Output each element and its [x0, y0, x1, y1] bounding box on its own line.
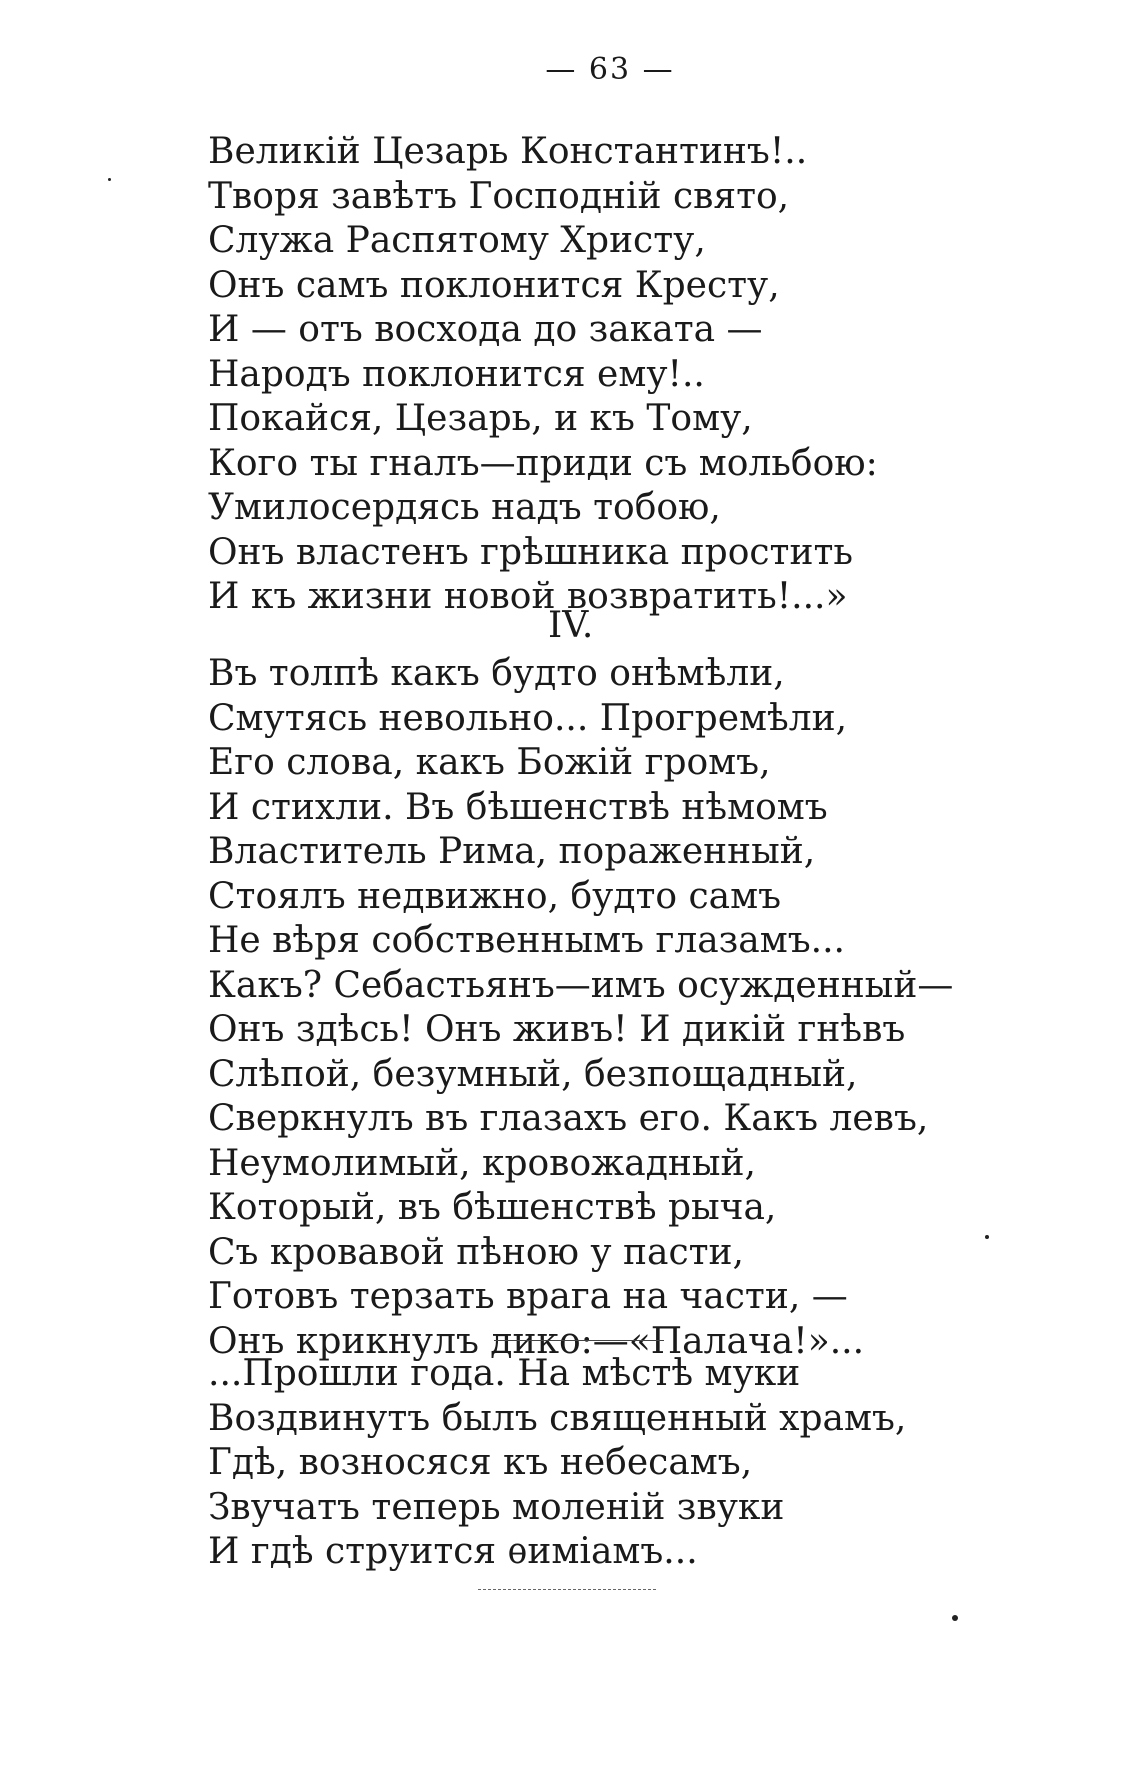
poem-line: Не вѣря собственнымъ глазамъ...	[208, 920, 845, 961]
poem-line: И — отъ восхода до заката —	[208, 309, 763, 350]
print-speck	[108, 178, 111, 181]
poem-line: И стихли. Въ бѣшенствѣ нѣмомъ	[208, 786, 828, 828]
poem-line: Онъ властенъ грѣшника простить	[208, 531, 853, 573]
poem-line: Онъ здѣсь! Онъ живъ! И дикій гнѣвъ	[208, 1009, 906, 1050]
print-speck	[952, 1615, 958, 1621]
poem-line: Который, въ бѣшенствѣ рыча,	[208, 1187, 777, 1228]
poem-line: Великій Цезарь Константинъ!..	[208, 131, 808, 172]
poem-line: Звучатъ теперь моленій звуки	[208, 1486, 785, 1528]
poem-line: Умилосердясь надъ тобою,	[208, 487, 721, 528]
poem-line: Слѣпой, безумный, безпощадный,	[208, 1053, 858, 1095]
end-divider-rule	[478, 1589, 656, 1590]
poem-line: Какъ? Себастьянъ—имъ осужденный—	[208, 964, 954, 1006]
poem-line: Народъ поклонится ему!..	[208, 353, 705, 395]
poem-line: И къ жизни новой возвратить!...»	[208, 576, 848, 617]
poem-stanza-2	[208, 652, 953, 1364]
poem-line: Смутясь невольно... Прогремѣли,	[208, 697, 848, 739]
poem-line: Онъ крикнулъ дико:—«Палача!»...	[208, 1320, 865, 1362]
poem-line: Кого ты гналъ—приди съ мольбою:	[208, 442, 878, 484]
poem-line: Его слова, какъ Божій громъ,	[208, 742, 771, 783]
poem-line: Готовъ терзать врага на части, —	[208, 1276, 848, 1317]
poem-line: И гдѣ струится ѳиміамъ...	[208, 1531, 698, 1572]
poem-line: Служа Распятому Христу,	[208, 220, 706, 261]
poem-line: ...Прошли года. На мѣстѣ муки	[208, 1353, 801, 1394]
poem-line: Въ толпѣ какъ будто онѣмѣли,	[208, 653, 785, 694]
poem-line: Творя завѣтъ Господній свято,	[208, 175, 790, 217]
poem-line: Воздвинутъ былъ священный храмъ,	[208, 1397, 907, 1439]
poem-line: Сверкнулъ въ глазахъ его. Какъ левъ,	[208, 1098, 929, 1139]
section-divider-rule	[494, 1340, 664, 1341]
poem-stanza-1	[208, 130, 878, 620]
poem-line: Покайся, Цезарь, и къ Тому,	[208, 398, 753, 439]
poem-line: Гдѣ, возносяся къ небесамъ,	[208, 1442, 753, 1483]
poem-line: Неумолимый, кровожадный,	[208, 1142, 756, 1184]
poem-line: Съ кровавой пѣною у пасти,	[208, 1231, 744, 1273]
poem-line: Стоялъ недвижно, будто самъ	[208, 875, 782, 917]
section-numeral: IV.	[548, 605, 594, 646]
poem-line: Властитель Рима, пораженный,	[208, 831, 816, 872]
page-number: — 63 —	[545, 52, 675, 87]
poem-stanza-3	[208, 1352, 906, 1575]
print-speck	[985, 1235, 989, 1239]
poem-line: Онъ самъ поклонится Кресту,	[208, 264, 780, 306]
